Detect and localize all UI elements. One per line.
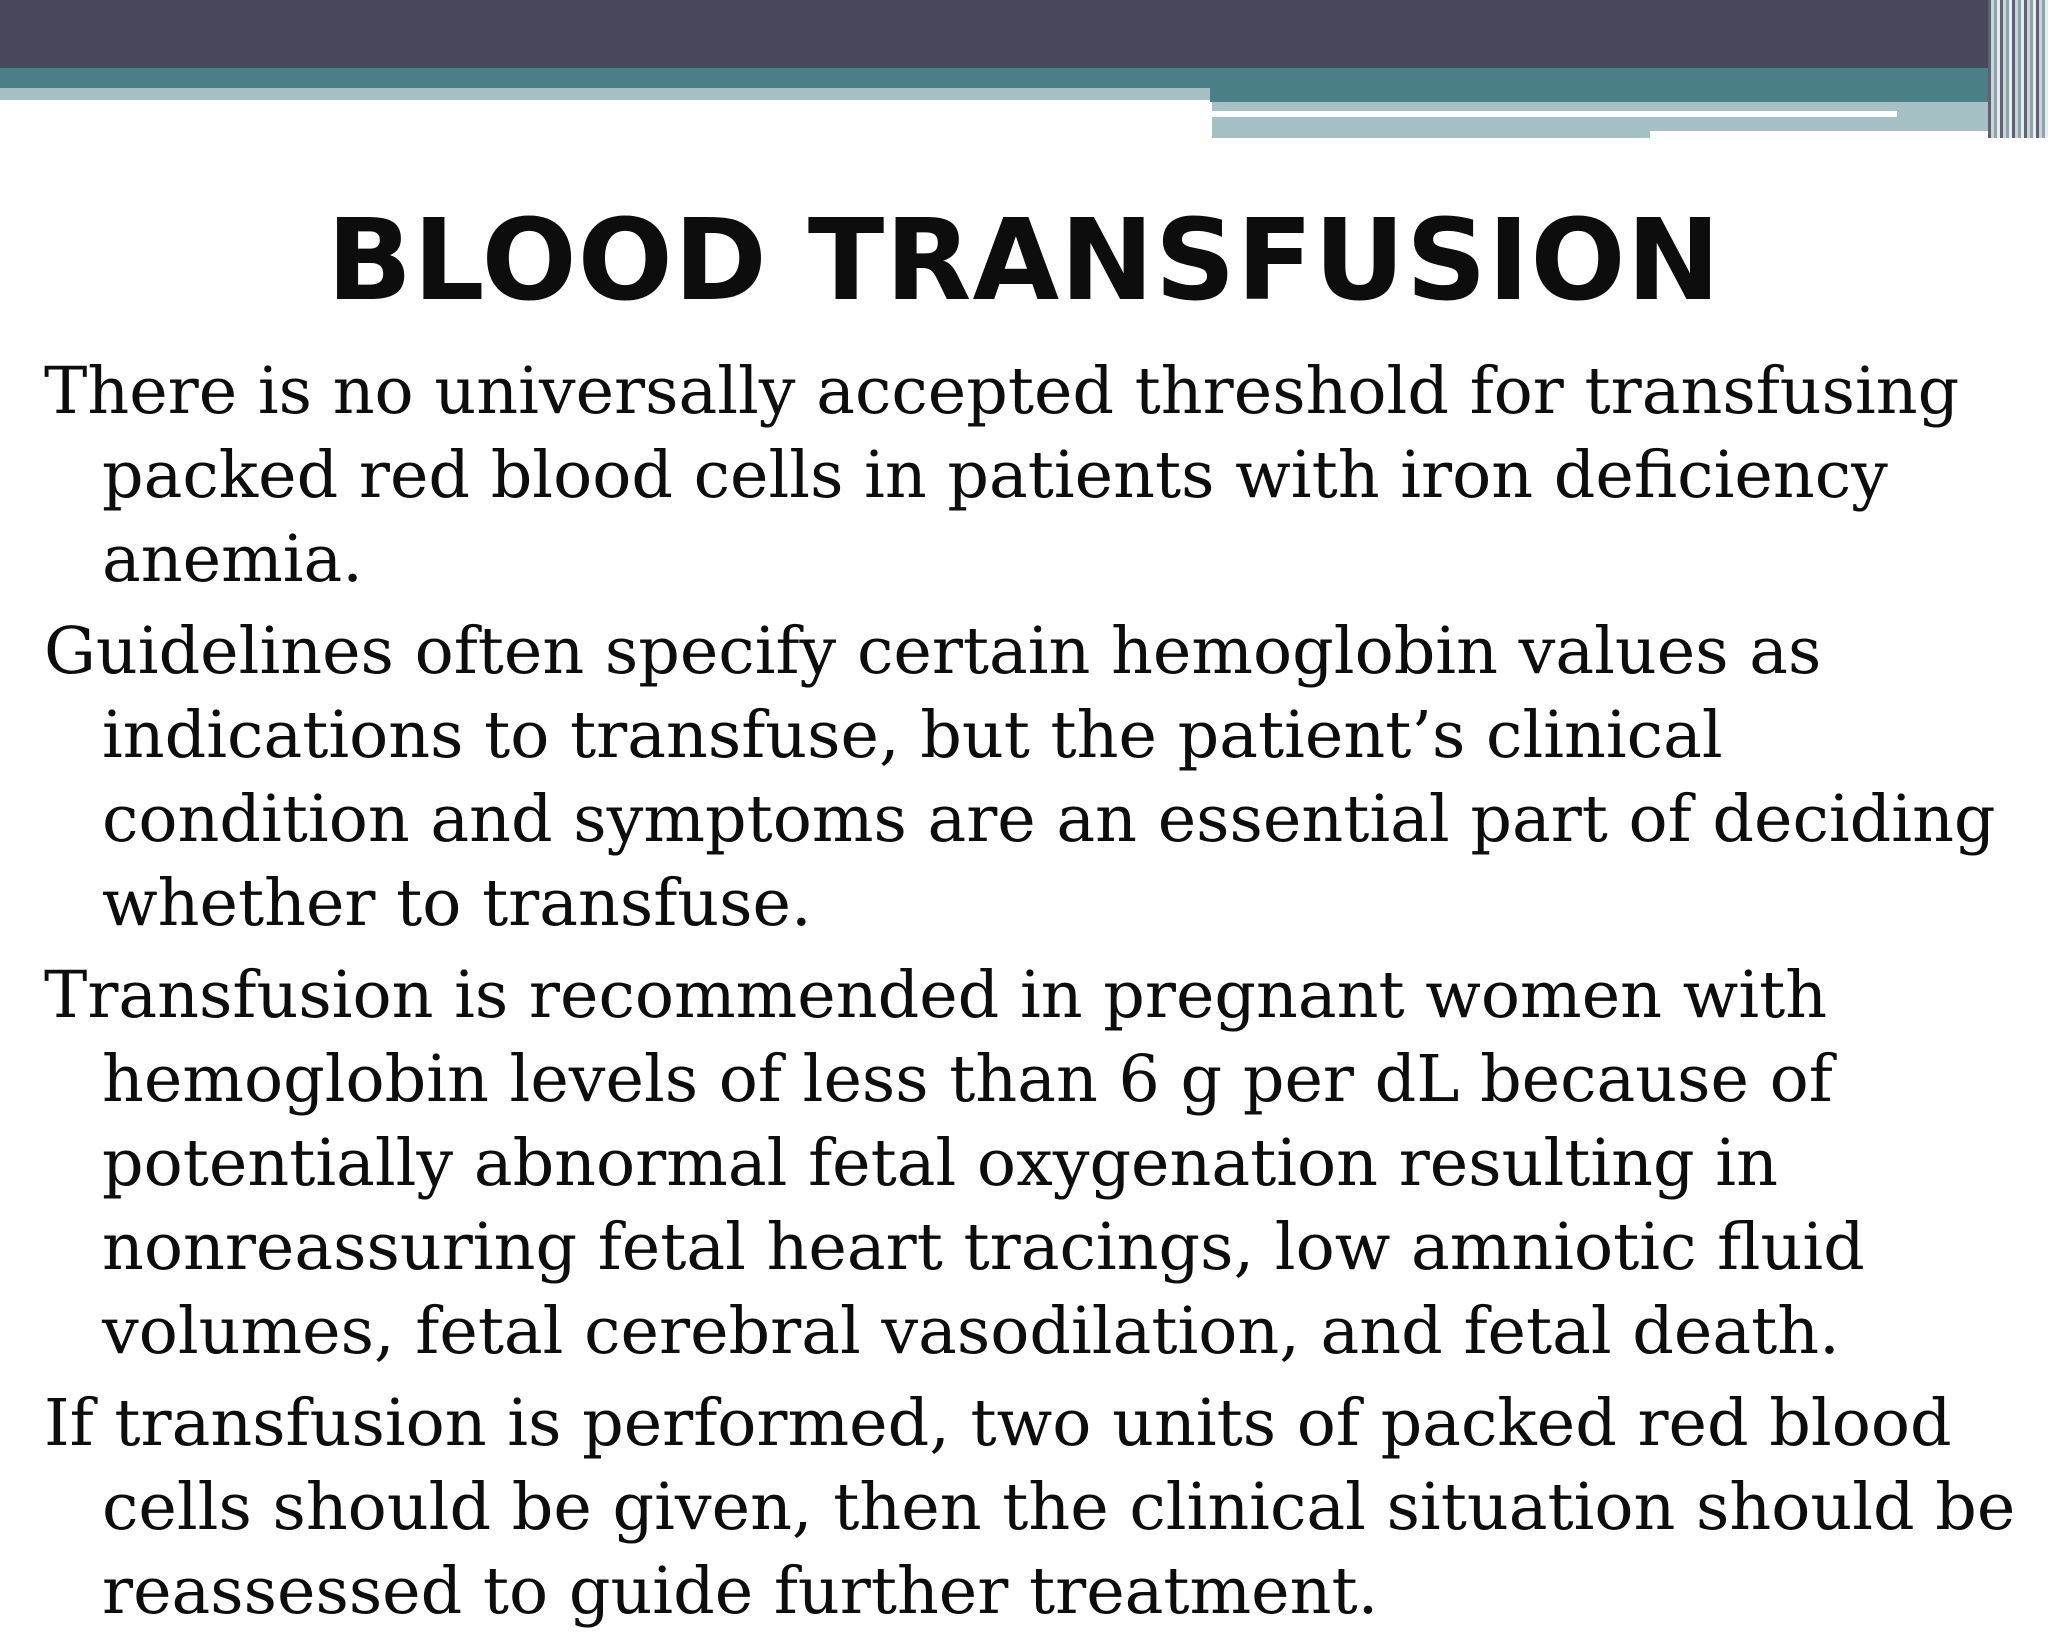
header-band-teal	[0, 68, 2000, 88]
paragraph-guidelines: Guidelines often specify certain hemoglobin values as indications to transfuse, but the patient’s clinical condition and symptoms are an essential part of deciding whether to transfuse.	[44, 614, 1996, 941]
header-band-teal-right	[1210, 88, 2000, 102]
header-band-dark	[0, 0, 2048, 68]
paragraph-procedure: If transfusion is performed, two units of packed red blood cells should be given, then the clinical situation should be reassessed to guide further treatment.	[44, 1386, 2016, 1629]
paragraph-threshold: There is no universally accepted threshold for transfusing packed red blood cells in patients with iron deficiency anemia.	[44, 354, 1960, 597]
header-right-stripes	[1988, 0, 2048, 138]
header-white-line	[1212, 111, 1897, 117]
slide-title: BLOOD TRANSFUSION	[326, 196, 1722, 326]
header-band-light	[0, 88, 1210, 100]
paragraph-pregnancy: Transfusion is recommended in pregnant women with hemoglobin levels of less than 6 g per dL because of potentially abnormal fetal oxygenation resulting in nonreassuring fetal heart tracings, low amniotic fluid volumes, fetal cerebral vasodilation, and fetal death.	[44, 958, 1865, 1369]
slide-body	[44, 350, 2029, 1634]
